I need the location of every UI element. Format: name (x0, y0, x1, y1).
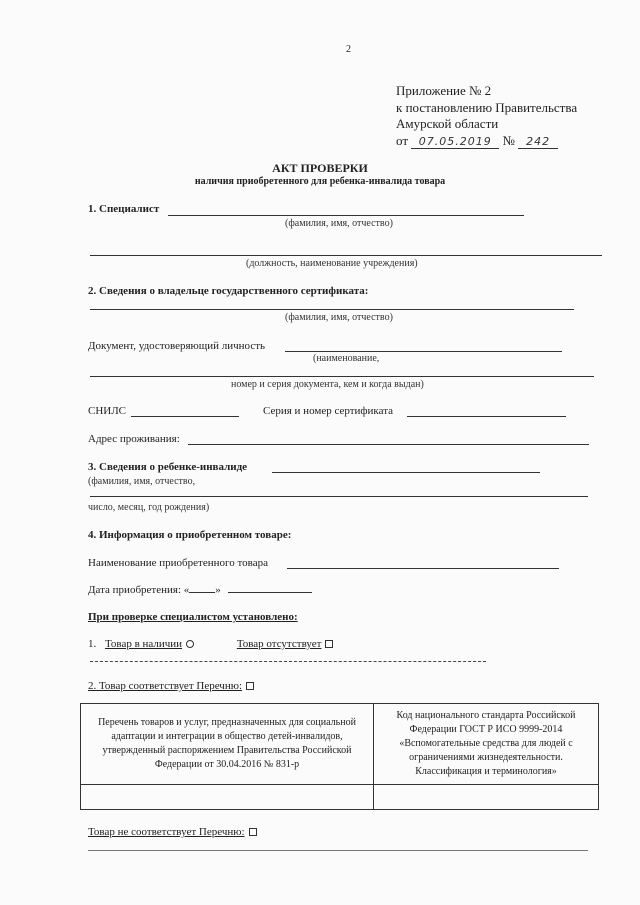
id-document-line (285, 351, 562, 352)
missing-label: Товар отсутствует (236, 638, 322, 650)
snils-line (131, 416, 239, 417)
handwritten-date: 07.05.2019 (411, 135, 499, 149)
specialist-fio-line (168, 215, 524, 216)
specialist-fio-caption: (фамилия, имя, отчество) (285, 218, 393, 229)
appendix-date-row (396, 133, 558, 149)
certificate-label: Серия и номер сертификата (263, 405, 394, 417)
page-number: 2 (346, 44, 351, 55)
id-document-details-line (90, 376, 594, 377)
goods-classification-table (80, 703, 599, 810)
month-year-line (228, 592, 312, 593)
appendix-line1: Приложение № 2 (396, 83, 492, 98)
day-line (189, 592, 215, 593)
item1-number: 1. (88, 638, 97, 650)
table-row (81, 704, 599, 785)
address-line (188, 444, 589, 445)
handwritten-number: 242 (518, 135, 558, 149)
quote-open: « (183, 584, 190, 596)
quote-close: » (215, 584, 221, 596)
purchase-date-label: Дата приобретения: (88, 584, 182, 596)
id-document-label: Документ, удостоверяющий личность (88, 340, 266, 352)
owner-fio-caption: (фамилия, имя, отчество) (285, 312, 393, 323)
purchase-date-row (88, 584, 312, 596)
certificate-line (407, 416, 566, 417)
matches-list-label: 2. Товар соответствует Перечню: (88, 680, 242, 692)
section2-label: 2. Сведения о владельце государственного сертификата: (88, 285, 369, 297)
table-header-gost: Код национального стандарта Российской Федерации ГОСТ Р ИСО 9999-2014 «Вспомогательные средства для людей с ограничениями жизнедеятельности. Классификация и терминология» (374, 704, 599, 785)
document-title: АКТ ПРОВЕРКИ (272, 161, 368, 175)
table-row (81, 785, 599, 810)
table-cell-list[interactable] (81, 785, 374, 810)
appendix-line3: Амурской области (396, 116, 499, 131)
appendix-line2: к постановлению Правительства (396, 100, 578, 115)
in-stock-label: Товар в наличии (105, 638, 183, 650)
number-label: № (502, 133, 515, 148)
not-match-row (88, 826, 257, 838)
child-info-line (272, 472, 540, 473)
in-stock-checkbox[interactable] (186, 640, 194, 648)
section1-label: 1. Специалист (88, 203, 160, 215)
item2-row (88, 680, 254, 692)
not-match-checkbox[interactable] (249, 828, 257, 836)
address-label: Адрес проживания: (88, 433, 180, 445)
specialist-position-caption: (должность, наименование учреждения) (246, 258, 418, 269)
document-subtitle: наличия приобретенного для ребенка-инвалида товара (194, 176, 446, 187)
matches-list-checkbox[interactable] (246, 682, 254, 690)
snils-label: СНИЛС (88, 405, 127, 417)
child-dob-line (90, 496, 588, 497)
id-document-caption: (наименование, (313, 353, 380, 364)
missing-checkbox[interactable] (325, 640, 333, 648)
table-cell-gost[interactable] (374, 785, 599, 810)
item1-line (90, 661, 486, 662)
section4-label: 4. Информация о приобретенном товаре: (88, 529, 292, 541)
item1-row (88, 638, 333, 650)
goods-line (287, 568, 559, 569)
not-match-line (88, 850, 588, 851)
goods-label: Наименование приобретенного товара (88, 557, 268, 569)
id-document-details-caption: номер и серия документа, кем и когда выдан) (231, 379, 424, 390)
specialist-position-line (90, 255, 602, 256)
table-header-list: Перечень товаров и услуг, предназначенных для социальной адаптации и интеграции в общество детей-инвалидов, утвержденный распоряжением Правительства Российской Федерации от 30.04.2016 № 831-р (81, 704, 374, 785)
from-label: от (396, 133, 409, 148)
not-match-label: Товар не соответствует Перечню: (88, 826, 245, 838)
child-fio-caption: (фамилия, имя, отчество, (88, 476, 196, 487)
section3-label: 3. Сведения о ребенке-инвалиде (88, 461, 248, 473)
owner-fio-line (90, 309, 574, 310)
findings-label: При проверке специалистом установлено: (88, 611, 298, 623)
child-dob-caption: число, месяц, год рождения) (88, 502, 210, 513)
